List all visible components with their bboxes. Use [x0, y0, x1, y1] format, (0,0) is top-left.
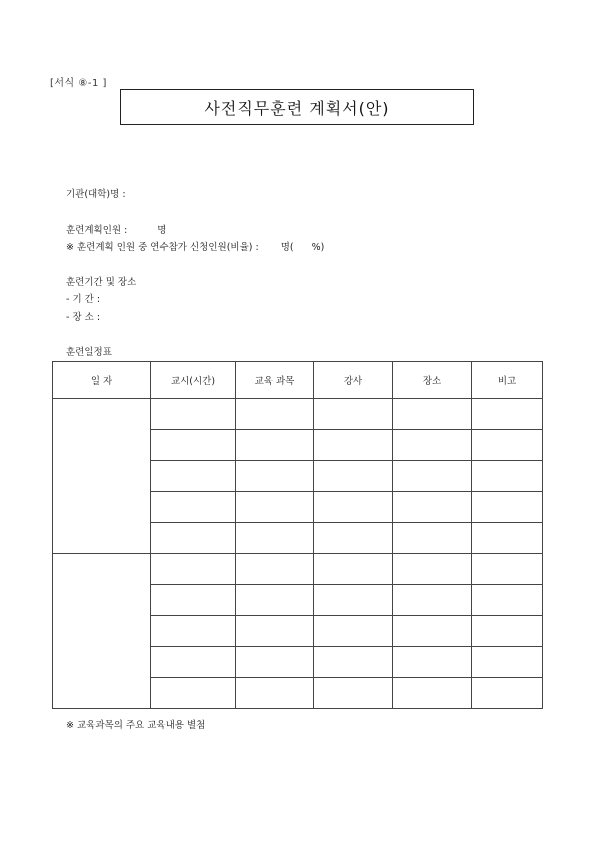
table-cell[interactable]	[314, 678, 393, 709]
table-cell[interactable]	[151, 430, 236, 461]
footnote: ※ 교육과목의 주요 교육내용 별첨	[66, 720, 206, 731]
table-cell[interactable]	[393, 492, 472, 523]
ratio-note-line	[66, 239, 324, 253]
trainees-label: 훈련계획인원 :	[66, 225, 128, 236]
place-label: - 장 소 :	[66, 312, 101, 323]
table-cell[interactable]	[314, 430, 393, 461]
table-cell[interactable]	[472, 554, 543, 585]
header-place: 장소	[393, 362, 472, 399]
table-cell[interactable]	[472, 523, 543, 554]
table-cell[interactable]	[393, 430, 472, 461]
table-cell[interactable]	[151, 523, 236, 554]
table-cell[interactable]	[472, 492, 543, 523]
table-cell[interactable]	[151, 585, 236, 616]
table-cell[interactable]	[314, 492, 393, 523]
table-cell[interactable]	[472, 585, 543, 616]
table-cell[interactable]	[314, 399, 393, 430]
table-cell[interactable]	[236, 554, 314, 585]
header-period: 교시(시간)	[151, 362, 236, 399]
table-cell[interactable]	[151, 399, 236, 430]
table-cell[interactable]	[472, 678, 543, 709]
table-cell[interactable]	[236, 430, 314, 461]
table-cell[interactable]	[393, 554, 472, 585]
table-cell[interactable]	[236, 585, 314, 616]
table-cell[interactable]	[314, 554, 393, 585]
table-cell[interactable]	[393, 585, 472, 616]
table-cell[interactable]	[151, 616, 236, 647]
table-cell[interactable]	[151, 678, 236, 709]
schedule-table	[52, 361, 543, 709]
table-cell[interactable]	[314, 647, 393, 678]
table-cell[interactable]	[236, 616, 314, 647]
table-cell[interactable]	[472, 647, 543, 678]
table-row	[53, 554, 543, 585]
trainees-line	[66, 222, 166, 236]
header-remarks: 비고	[472, 362, 543, 399]
period-place-heading: 훈련기간 및 장소	[66, 277, 137, 288]
table-cell[interactable]	[151, 492, 236, 523]
table-cell[interactable]	[151, 554, 236, 585]
table-cell[interactable]	[472, 399, 543, 430]
table-cell[interactable]	[314, 616, 393, 647]
table-cell[interactable]	[393, 616, 472, 647]
ratio-note-unit: 명(	[280, 242, 294, 253]
institution-label: 기관(대학)명 :	[66, 189, 126, 200]
table-cell[interactable]	[393, 399, 472, 430]
schedule-heading: 훈련일정표	[66, 347, 112, 358]
table-cell[interactable]	[393, 461, 472, 492]
table-cell[interactable]	[314, 461, 393, 492]
table-cell[interactable]	[151, 461, 236, 492]
table-cell[interactable]	[472, 616, 543, 647]
table-cell[interactable]	[236, 523, 314, 554]
table-row	[53, 399, 543, 430]
table-cell[interactable]	[236, 647, 314, 678]
table-cell[interactable]	[314, 523, 393, 554]
date-cell[interactable]	[53, 554, 151, 709]
table-cell[interactable]	[236, 492, 314, 523]
table-header-row	[53, 362, 543, 399]
header-date: 일 자	[53, 362, 151, 399]
header-subject: 교육 과목	[236, 362, 314, 399]
ratio-note-percent: %)	[311, 242, 325, 253]
period-label: - 기 간 :	[66, 294, 101, 305]
table-cell[interactable]	[236, 678, 314, 709]
table-cell[interactable]	[393, 523, 472, 554]
header-instructor: 강사	[314, 362, 393, 399]
form-code: [서식 ⑧-1 ]	[50, 78, 107, 89]
table-cell[interactable]	[472, 461, 543, 492]
trainees-unit: 명	[157, 225, 167, 236]
ratio-note-text: ※ 훈련계획 인원 중 연수참가 신청인원(비율) :	[66, 242, 259, 253]
table-cell[interactable]	[314, 585, 393, 616]
date-cell[interactable]	[53, 399, 151, 554]
table-cell[interactable]	[236, 461, 314, 492]
table-cell[interactable]	[393, 678, 472, 709]
table-cell[interactable]	[151, 647, 236, 678]
table-cell[interactable]	[472, 430, 543, 461]
document-title: 사전직무훈련 계획서(안)	[204, 98, 390, 118]
title-box	[120, 89, 474, 125]
table-cell[interactable]	[236, 399, 314, 430]
table-cell[interactable]	[393, 647, 472, 678]
